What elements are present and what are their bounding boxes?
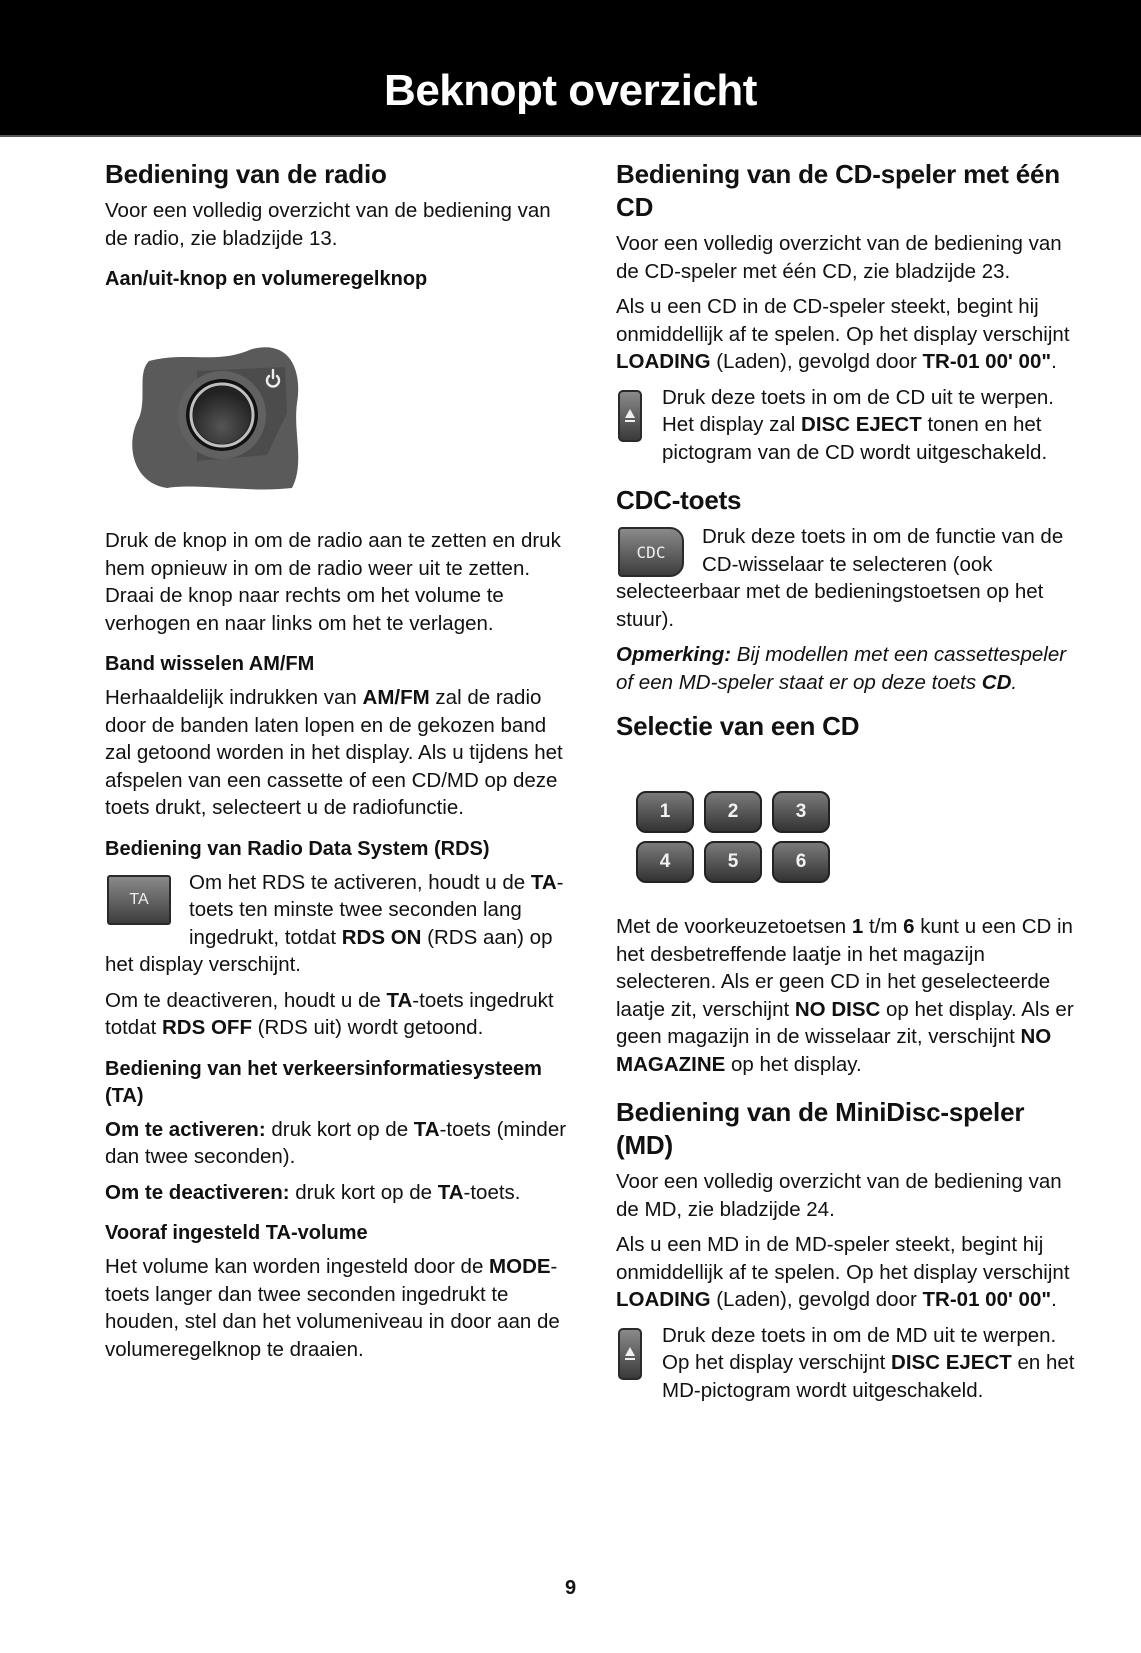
selection-text: Met de voorkeuzetoetsen 1 t/m 6 kunt u een CD in het desbetreffende laatje in het magazijn selecteren. Als er geen CD in het geselecteerde laatje zit, verschijnt NO DISC op het display. Als er geen magazijn in de wisselaar zit, verschijnt NO MAGAZINE op het display. bbox=[616, 915, 1074, 1076]
eject-icon bbox=[618, 1328, 642, 1380]
cd-section-title: Bediening van de CD-speler met één CD bbox=[616, 159, 1060, 222]
cd-eject-text: Druk deze toets in om de CD uit te werpen. Het display zal DISC EJECT tonen en het pictogram van de CD wordt uitgeschakeld. bbox=[662, 385, 1054, 464]
ta-deactivate-text: Om te deactiveren: druk kort op de TA-toets. bbox=[105, 1180, 521, 1204]
rds-block bbox=[105, 869, 575, 987]
preset-keys bbox=[636, 791, 1086, 883]
rds-deactivate-text: Om te deactiveren, houdt u de TA-toets ingedrukt totdat RDS OFF (RDS uit) wordt getoond. bbox=[105, 988, 554, 1039]
page-number: 9 bbox=[564, 1577, 577, 1599]
preset-key-4: 4 bbox=[636, 841, 694, 883]
power-volume-knob-icon bbox=[127, 343, 307, 493]
preset-key-5: 5 bbox=[704, 841, 762, 883]
knob-heading: Aan/uit-knop en volumeregelknop bbox=[105, 268, 428, 290]
md-section-title: Bediening van de MiniDisc-speler (MD) bbox=[616, 1097, 1025, 1160]
md-loading-text: Als u een MD in de MD-speler steekt, begint hij onmiddellijk af te spelen. Op het display verschijnt LOADING (Laden), gevolgd door TR-01 00' 00". bbox=[616, 1233, 1070, 1311]
band-heading: Band wisselen AM/FM bbox=[105, 653, 315, 675]
ta-volume-heading: Vooraf ingesteld TA-volume bbox=[105, 1222, 368, 1244]
preset-key-1: 1 bbox=[636, 791, 694, 833]
cdc-block bbox=[616, 523, 1086, 641]
cd-intro: Voor een volledig overzicht van de bediening van de CD-speler met één CD, zie bladzijde 23. bbox=[616, 232, 1062, 283]
knob-illustration bbox=[105, 299, 575, 527]
rds-heading: Bediening van Radio Data System (RDS) bbox=[105, 837, 490, 860]
cdc-section-title: CDC-toets bbox=[616, 485, 742, 515]
preset-key-3: 3 bbox=[772, 791, 830, 833]
cdc-key-icon: CDC bbox=[618, 527, 684, 577]
preset-key-2: 2 bbox=[704, 791, 762, 833]
selection-section-title: Selectie van een CD bbox=[616, 711, 860, 741]
page-header bbox=[0, 0, 1141, 137]
cdc-note: Opmerking: Bij modellen met een cassettespeler of een MD-speler staat er op deze toets CD. bbox=[616, 643, 1067, 694]
md-eject-text: Druk deze toets in om de MD uit te werpen. Op het display verschijnt DISC EJECT en het MD-pictogram wordt uitgeschakeld. bbox=[662, 1323, 1075, 1402]
right-column bbox=[616, 158, 1086, 1412]
cd-loading-text: Als u een CD in de CD-speler steekt, begint hij onmiddellijk af te spelen. Op het display verschijnt LOADING (Laden), gevolgd door TR-01 00' 00". bbox=[616, 295, 1070, 373]
band-text: Herhaaldelijk indrukken van AM/FM zal de radio door de banden laten lopen en de gekozen band zal getoond worden in het display. Als u tijdens het afspelen van een cassette of een CD/MD op deze toets drukt, selecteert u de radiofunctie. bbox=[105, 686, 563, 819]
preset-key-6: 6 bbox=[772, 841, 830, 883]
eject-icon bbox=[618, 390, 642, 442]
ta-key-icon: TA bbox=[107, 875, 171, 925]
md-intro: Voor een volledig overzicht van de bediening van de MD, zie bladzijde 24. bbox=[616, 1170, 1062, 1221]
left-column bbox=[105, 158, 575, 1371]
radio-intro: Voor een volledig overzicht van de bediening van de radio, zie bladzijde 13. bbox=[105, 199, 551, 250]
knob-description: Druk de knop in om de radio aan te zetten en druk hem opnieuw in om de radio weer uit te zetten. Draai de knop naar rechts om het volume te verhogen en naar links om het te verlagen. bbox=[105, 529, 561, 635]
page-title: Beknopt overzicht bbox=[384, 66, 757, 115]
cdc-text: Druk deze toets in om de functie van de CD-wisselaar te selecteren (ook selecteerbaar met de bedieningstoetsen op het stuur). bbox=[616, 525, 1064, 631]
ta-volume-text: Het volume kan worden ingesteld door de MODE-toets langer dan twee seconden ingedrukt te houden, stel dan het volumeniveau in door aan de volumeregelknop te draaien. bbox=[105, 1255, 560, 1361]
cd-eject-block bbox=[616, 384, 1086, 475]
ta-activate-text: Om te activeren: druk kort op de TA-toets (minder dan twee seconden). bbox=[105, 1117, 567, 1168]
md-eject-block bbox=[616, 1322, 1086, 1413]
ta-heading: Bediening van het verkeersinformatiesysteem (TA) bbox=[105, 1057, 542, 1107]
rds-activate-text: Om het RDS te activeren, houdt u de TA-toets ten minste twee seconden lang ingedrukt, totdat RDS ON (RDS aan) op het display verschijnt. bbox=[105, 870, 564, 976]
radio-section-title: Bediening van de radio bbox=[105, 159, 387, 189]
